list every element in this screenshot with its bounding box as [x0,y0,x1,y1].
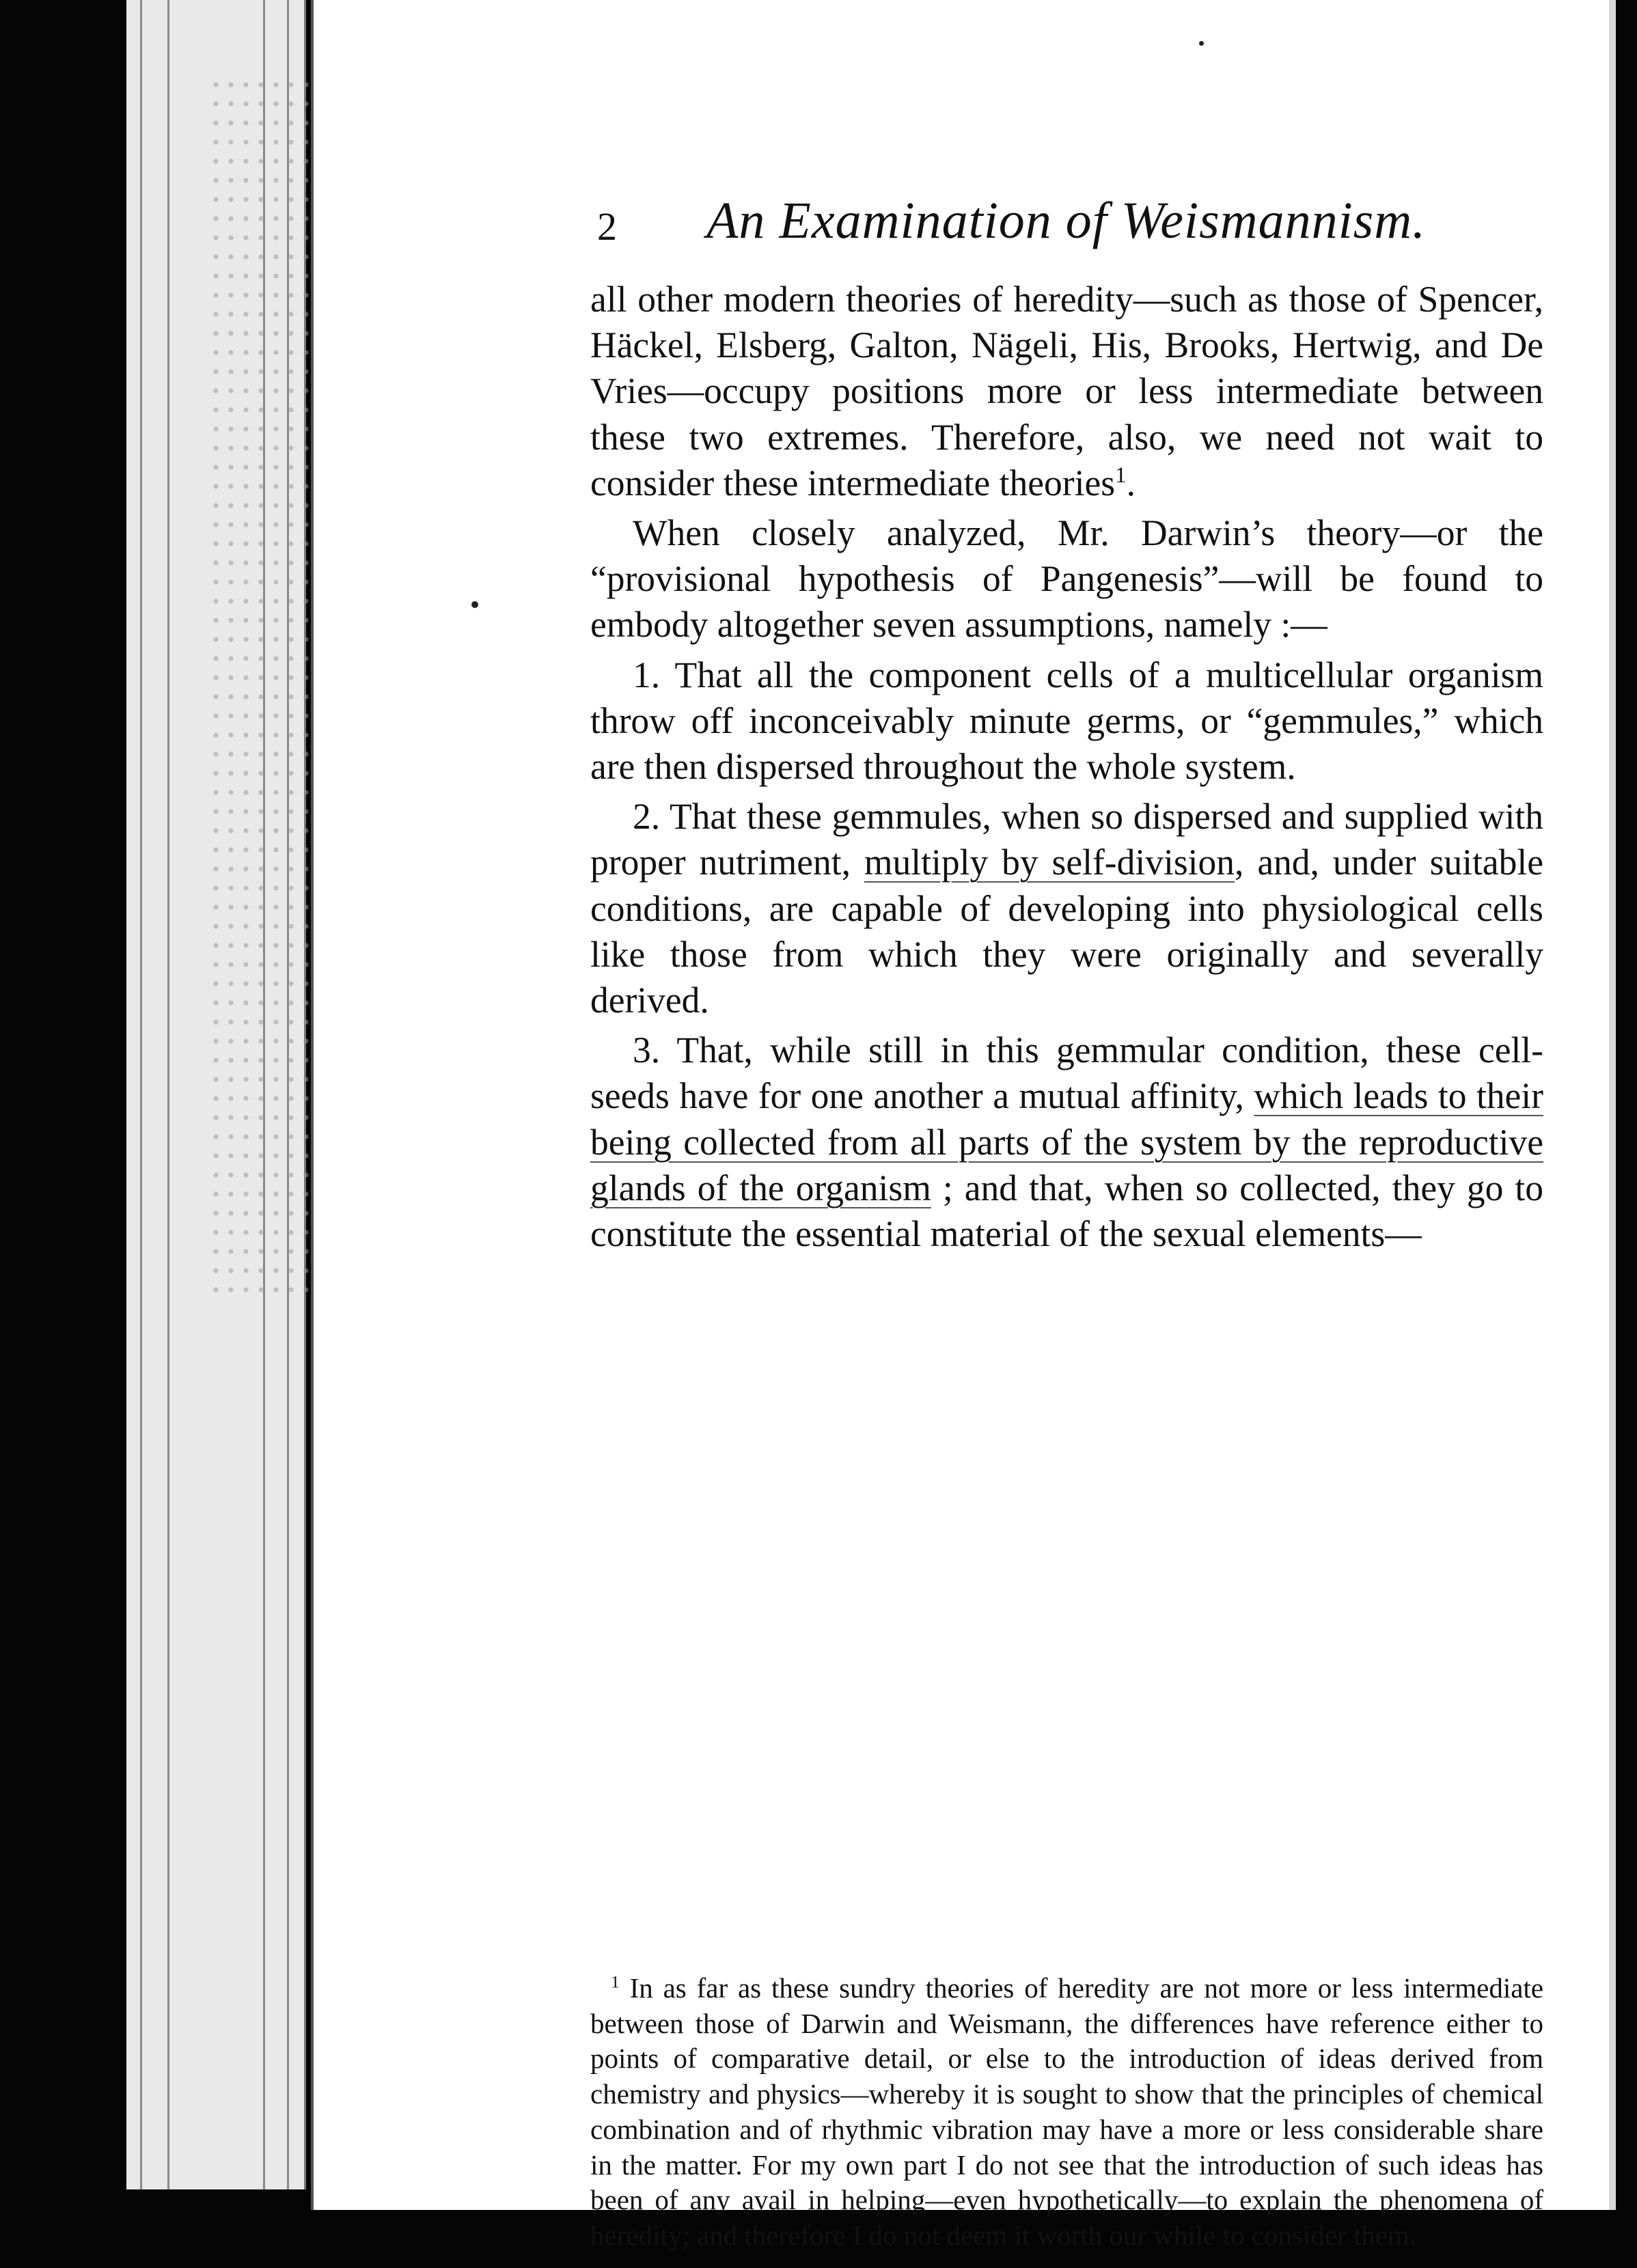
paragraph-text: all other modern theories of heredity—such as those of Spencer, Häckel, Elsberg, Galton, Nägeli, His, Brooks, Hertwig, and De Vries—occupy positions more or less intermediate between these two extremes. Therefore, also, we need not wait to consider these intermediate theories [590,279,1543,503]
page-stack-edges [126,0,306,2189]
page-header [597,191,1540,260]
footnote-reference: 1 [1115,462,1127,488]
page-edge-line [140,0,142,2189]
page-number: 2 [597,204,617,249]
book-page [311,0,1612,2251]
paragraph-text: . [1126,462,1136,503]
running-title: An Examination of Weismannism. [706,192,1427,249]
paragraph: When closely analyzed, Mr. Darwin’s theory—or the “provisional hypothesis of Pangenesis”—will be found to embody altogether seven assumptions, namely :— [590,512,1543,646]
paragraph [590,277,1543,506]
underlined-text: multiply by self-division [864,842,1235,883]
paragraph-text: , and, under suitable conditions, are capable of developing into physiological cells like those from which they were originally and severally derived. [590,842,1543,1021]
underlined-text: which leads to their being collected from all parts of the system by the reproductive glands of the organism [590,1075,1543,1208]
bleed-through-dots [208,75,311,1305]
footnote-text: In as far as these sundry theories of heredity are not more or less intermediate between those of Darwin and Weismann, the differences have reference either to points of comparative detail, or else to the introduction of ideas derived from chemistry and physics—whereby it is sought to show that the principles of chemical combination and of rhythmic vibration may have a more or less considerable share in the matter. For my own part I do not see that the introduction of such ideas has been of any avail in helping—even hypothetically—to explain the phenomena of heredity; and therefore I do not deem it worth our while to consider them. [590,1972,1544,2251]
footnote [590,1971,1543,2254]
numbered-paragraph [590,794,1543,1023]
page-edge-line [167,0,169,2189]
ink-speck [1199,41,1204,46]
paragraph-text: 2. That these gemmules, when so dispersed and supplied with proper nutriment, [590,796,1543,883]
paragraph-text: ; and that, when so collected, they go to constitute the essential material of the sexual elements— [590,1167,1543,1255]
page-right-edge [1609,0,1616,2210]
ink-speck [471,601,478,608]
footnote-marker: 1 [611,1972,620,1992]
numbered-paragraph: 1. That all the component cells of a multicellular organism throw off inconceivably minute germs, or “gemmules,” which are then dispersed throughout the whole system. [590,654,1543,788]
numbered-paragraph [590,1027,1543,1257]
paragraph-text: 3. That, while still in this gemmular condition, these cell-seeds have for one another a mutual affinity, [590,1029,1543,1117]
footnote-paragraph [590,1971,1543,2254]
body-text [590,277,1543,1257]
